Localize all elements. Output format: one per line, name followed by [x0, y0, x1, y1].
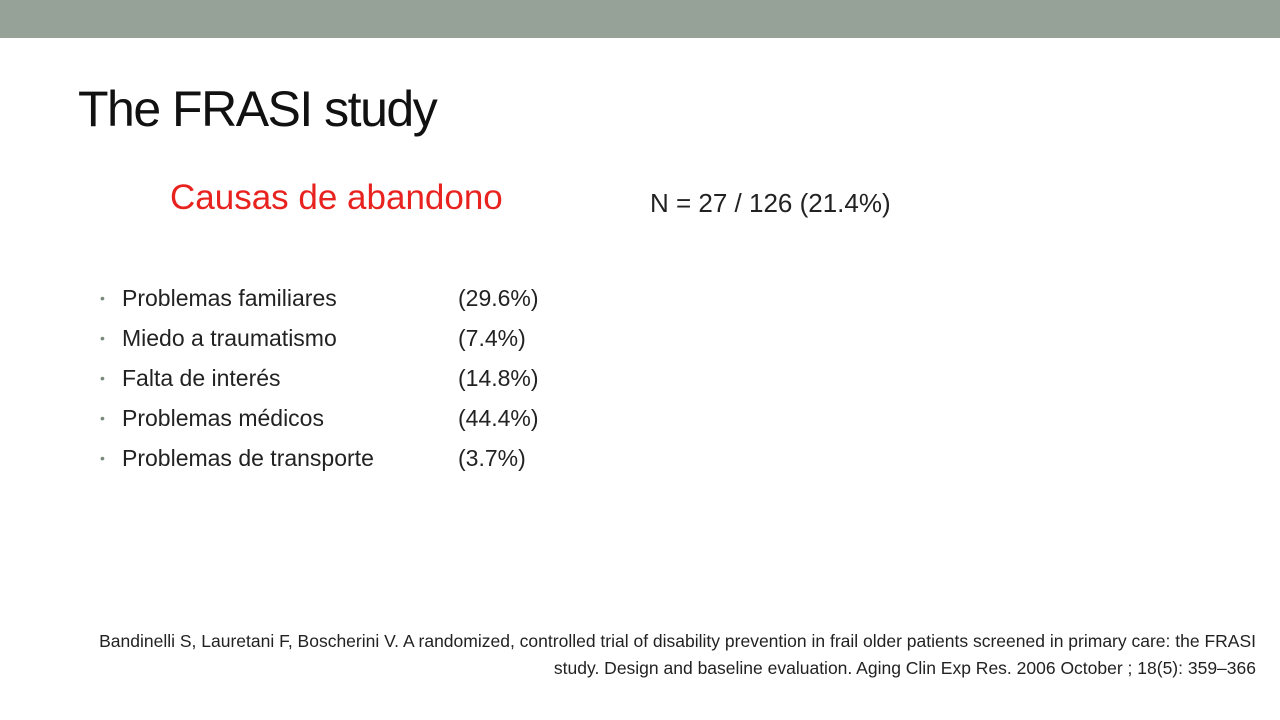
cause-label: Falta de interés	[122, 364, 281, 391]
bullet-icon: •	[100, 450, 105, 466]
list-item	[100, 358, 539, 398]
citation: Bandinelli S, Lauretani F, Boscherini V. A randomized, controlled trial of disability prevention in frail older patients screened in primary care: the FRASI study. Design and baseline evaluation. Aging Clin Exp Res. 2006 October ; 18(5): 359–366	[99, 631, 1256, 678]
list-item	[100, 318, 539, 358]
slide-title: The FRASI study	[78, 81, 437, 137]
cause-label: Problemas de transporte	[122, 444, 374, 471]
cause-label: Problemas familiares	[122, 284, 337, 311]
cause-percent: (29.6%)	[458, 284, 539, 311]
cause-percent: (7.4%)	[458, 324, 526, 351]
header-bar	[0, 0, 1280, 38]
cause-percent: (14.8%)	[458, 364, 539, 391]
list-item	[100, 278, 539, 318]
bullet-icon: •	[100, 370, 105, 386]
list-item	[100, 438, 539, 478]
bullet-icon: •	[100, 330, 105, 346]
list-item	[100, 398, 539, 438]
causes-list	[100, 278, 539, 478]
bullet-icon: •	[100, 410, 105, 426]
cause-label: Miedo a traumatismo	[122, 324, 337, 351]
cause-percent: (44.4%)	[458, 404, 539, 431]
cause-percent: (3.7%)	[458, 444, 526, 471]
bullet-icon: •	[100, 290, 105, 306]
sample-total: N = 27 / 126 (21.4%)	[650, 188, 891, 218]
slide-subtitle: Causas de abandono	[170, 178, 503, 217]
cause-label: Problemas médicos	[122, 404, 324, 431]
